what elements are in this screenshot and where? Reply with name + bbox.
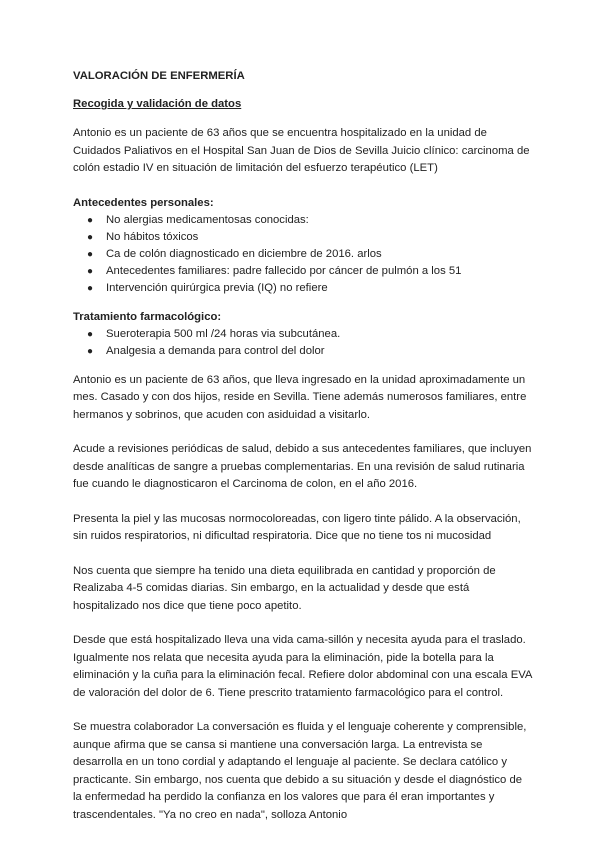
antecedentes-heading: Antecedentes personales: bbox=[73, 196, 214, 209]
antecedentes-list bbox=[73, 212, 533, 297]
document-page bbox=[73, 69, 533, 841]
intro-paragraph: Antonio es un paciente de 63 años que se encuentra hospitalizado en la unidad de Cuidados Paliativos en el Hospital San Juan de Dios de Sevilla Juicio clínico: carcinoma de colón estadio IV en situación de limitación del esfuerzo terapéutico (LET) bbox=[73, 127, 530, 174]
paragraph-eliminacion: Desde que está hospitalizado lleva una vida cama-sillón y necesita ayuda para el traslado. Igualmente nos relata que necesita ayuda para la eliminación, pide la botella para la eliminación y la cuña para la eliminación fecal. Refiere dolor abdominal con una escala EVA de valoración del dolor de 6. Tiene prescrito tratamiento farmacológico para el control. bbox=[73, 634, 532, 699]
tratamiento-list bbox=[73, 326, 533, 360]
bullet-icon: ● bbox=[87, 248, 94, 260]
list-item: ● Antecedentes familiares: padre fallecido por cáncer de pulmón a los 51 bbox=[73, 263, 533, 280]
paragraph-social: Antonio es un paciente de 63 años, que lleva ingresado en la unidad aproximadamente un mes. Casado y con dos hijos, reside en Sevilla. Tiene además numerosos familiares, entre hermanos y sobrinos, que acuden con asiduidad a visitarlo. bbox=[73, 373, 527, 421]
tratamiento-heading: Tratamiento farmacológico: bbox=[73, 310, 222, 323]
list-item: ● Sueroterapia 500 ml /24 horas via subcutánea. bbox=[73, 326, 533, 343]
bullet-icon: ● bbox=[87, 282, 94, 294]
bullet-icon: ● bbox=[87, 214, 94, 226]
section-heading: Recogida y validación de datos bbox=[73, 98, 242, 110]
paragraph-respiracion: Presenta la piel y las mucosas normocoloreadas, con ligero tinte pálido. A la observación, sin ruidos respiratorios, ni dificultad respiratoria. Dice que no tiene tos ni mucosidad bbox=[73, 512, 521, 542]
list-item: ● Intervención quirúrgica previa (IQ) no refiere bbox=[73, 280, 533, 297]
paragraph-salud: Acude a revisiones periódicas de salud, debido a sus antecedentes familiares, que incluyen desde analíticas de sangre a pruebas complementarias. En una revisión de salud rutinaria fue cuando le diagnosticaron el Carcinoma de colon, en el año 2016. bbox=[73, 443, 532, 490]
document-title: VALORACIÓN DE ENFERMERÍA bbox=[73, 70, 245, 82]
bullet-icon: ● bbox=[87, 231, 94, 243]
bullet-icon: ● bbox=[87, 328, 94, 340]
list-item: ● No alergias medicamentosas conocidas: bbox=[73, 212, 533, 229]
paragraph-creencias: Se muestra colaborador La conversación es fluida y el lenguaje coherente y comprensible, aunque afirma que se cansa si mantiene una conversación larga. La entrevista se desarrolla en un tono cordial y adaptando el lenguaje al paciente. Se declara católico y practicante. Sin embargo, nos cuenta que debido a su situación y desde el diagnóstico de la enfermedad ha perdido la confianza en los valores que para él eran importantes y trascendentales. "Ya no creo en nada", solloza Antonio bbox=[73, 721, 527, 821]
paragraph-nutricion: Nos cuenta que siempre ha tenido una dieta equilibrada en cantidad y proporción de Realizaba 4-5 comidas diarias. Sin embargo, en la actualidad y desde que está hospitalizado nos dice que tiene poco apetito. bbox=[73, 564, 496, 612]
bullet-icon: ● bbox=[87, 345, 94, 357]
list-item: ● Analgesia a demanda para control del dolor bbox=[73, 343, 533, 360]
list-item: ● No hábitos tóxicos bbox=[73, 229, 533, 246]
list-item: ● Ca de colón diagnosticado en diciembre de 2016. arlos bbox=[73, 246, 533, 263]
bullet-icon: ● bbox=[87, 265, 94, 277]
